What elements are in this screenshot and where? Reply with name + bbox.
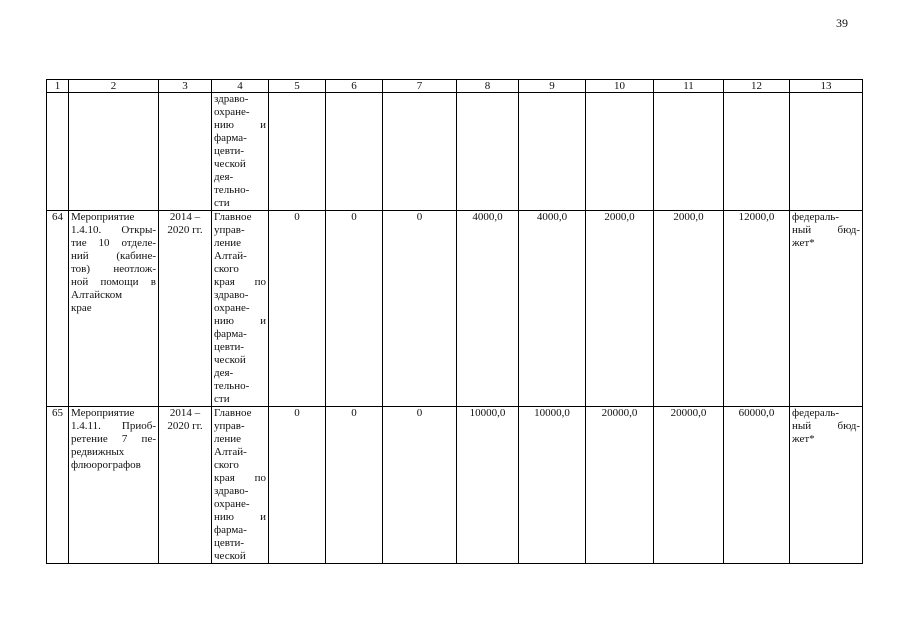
cell-line: 2014 – (169, 211, 201, 223)
cell-line: жет* (792, 237, 815, 249)
cell-line: 2014 – (169, 407, 201, 419)
cell-num: 64 (47, 211, 69, 407)
cell-source (790, 93, 863, 211)
cell-line: федераль- (792, 211, 839, 223)
cell-line: дея- (214, 171, 234, 183)
cell-period (159, 407, 212, 564)
cell-line: дея- (214, 367, 234, 379)
cell-line: тие 10 отделе- (71, 237, 156, 249)
cell-line: ной помощи в (71, 276, 156, 288)
page-number: 39 (836, 16, 848, 30)
cell-line: тельно- (214, 184, 250, 196)
cell-c7 (383, 93, 457, 211)
col-header-5: 5 (269, 80, 326, 93)
cell-line: 2020 гг. (167, 420, 203, 432)
cell-c11: 20000,0 (654, 407, 724, 564)
col-header-12: 12 (724, 80, 790, 93)
cell-line: ний (кабине- (71, 250, 156, 262)
cell-line: федераль- (792, 407, 839, 419)
cell-c11 (654, 93, 724, 211)
cell-c11: 2000,0 (654, 211, 724, 407)
cell-line: цевти- (214, 145, 245, 157)
cell-line: Главное (214, 211, 252, 223)
cell-line: крае (71, 302, 92, 314)
cell-line: ление (214, 237, 242, 249)
cell-num (47, 93, 69, 211)
cell-line: Главное (214, 407, 252, 419)
cell-line: Алтайском (71, 289, 123, 301)
cell-line: флюорографов (71, 459, 141, 471)
cell-c8 (457, 93, 519, 211)
cell-c5 (269, 93, 326, 211)
cell-line: здраво- (214, 93, 249, 105)
cell-c8: 10000,0 (457, 407, 519, 564)
cell-c7: 0 (383, 407, 457, 564)
cell-line: фарма- (214, 524, 247, 536)
cell-line: тельно- (214, 380, 250, 392)
cell-line: управ- (214, 224, 245, 236)
continuation-row (47, 93, 863, 211)
cell-line: ление (214, 433, 242, 445)
cell-c12: 60000,0 (724, 407, 790, 564)
cell-num: 65 (47, 407, 69, 564)
program-table (46, 79, 863, 564)
cell-c6: 0 (326, 211, 383, 407)
col-header-2: 2 (69, 80, 159, 93)
cell-line: тов) неотлож- (71, 263, 156, 275)
col-header-3: 3 (159, 80, 212, 93)
col-header-6: 6 (326, 80, 383, 93)
cell-line: редвижных (71, 446, 125, 458)
cell-c10: 2000,0 (586, 211, 654, 407)
col-header-11: 11 (654, 80, 724, 93)
cell-line: Мероприятие (71, 211, 135, 223)
cell-line: Алтай- (214, 446, 247, 458)
cell-executor (212, 211, 269, 407)
cell-line: края по (214, 472, 266, 484)
cell-line: края по (214, 276, 266, 288)
cell-c9: 4000,0 (519, 211, 586, 407)
table-row (47, 211, 863, 407)
cell-c10 (586, 93, 654, 211)
cell-line: Мероприятие (71, 407, 135, 419)
cell-line: управ- (214, 420, 245, 432)
cell-line: 1.4.11. Приоб- (71, 420, 156, 432)
header-row (47, 80, 863, 93)
cell-line: охране- (214, 498, 250, 510)
col-header-4: 4 (212, 80, 269, 93)
cell-c12 (724, 93, 790, 211)
cell-line: жет* (792, 433, 815, 445)
cell-line: охране- (214, 106, 250, 118)
cell-c9 (519, 93, 586, 211)
col-header-7: 7 (383, 80, 457, 93)
cell-line: ный бюд- (792, 224, 860, 236)
col-header-9: 9 (519, 80, 586, 93)
cell-line: нию и (214, 511, 266, 523)
cell-line: ского (214, 263, 239, 275)
cell-line: сти (214, 393, 230, 405)
cell-executor (212, 407, 269, 564)
cell-line: цевти- (214, 341, 245, 353)
cell-line: ческой (214, 550, 246, 562)
cell-c6 (326, 93, 383, 211)
cell-line: ретение 7 пе- (71, 433, 156, 445)
cell-line: ный бюд- (792, 420, 860, 432)
cell-c5: 0 (269, 211, 326, 407)
cell-source (790, 211, 863, 407)
col-header-13: 13 (790, 80, 863, 93)
cell-c10: 20000,0 (586, 407, 654, 564)
col-header-8: 8 (457, 80, 519, 93)
cell-c5: 0 (269, 407, 326, 564)
cell-line: сти (214, 197, 230, 209)
cell-line: ческой (214, 354, 246, 366)
cell-event (69, 211, 159, 407)
col-header-1: 1 (47, 80, 69, 93)
cell-c12: 12000,0 (724, 211, 790, 407)
cell-line: ческой (214, 158, 246, 170)
cell-event (69, 93, 159, 211)
cell-line: фарма- (214, 132, 247, 144)
cell-line: нию и (214, 315, 266, 327)
table-row (47, 407, 863, 564)
cell-line: Алтай- (214, 250, 247, 262)
cell-c7: 0 (383, 211, 457, 407)
cell-line: нию и (214, 119, 266, 131)
cell-line: 1.4.10. Откры- (71, 224, 156, 236)
cell-source (790, 407, 863, 564)
cell-c9: 10000,0 (519, 407, 586, 564)
cell-line: 2020 гг. (167, 224, 203, 236)
cell-line: ского (214, 459, 239, 471)
cell-line: здраво- (214, 485, 249, 497)
col-header-10: 10 (586, 80, 654, 93)
cell-executor (212, 93, 269, 211)
cell-line: цевти- (214, 537, 245, 549)
cell-period (159, 211, 212, 407)
cell-line: здраво- (214, 289, 249, 301)
cell-line: охране- (214, 302, 250, 314)
cell-period (159, 93, 212, 211)
cell-c6: 0 (326, 407, 383, 564)
cell-event (69, 407, 159, 564)
cell-c8: 4000,0 (457, 211, 519, 407)
cell-line: фарма- (214, 328, 247, 340)
